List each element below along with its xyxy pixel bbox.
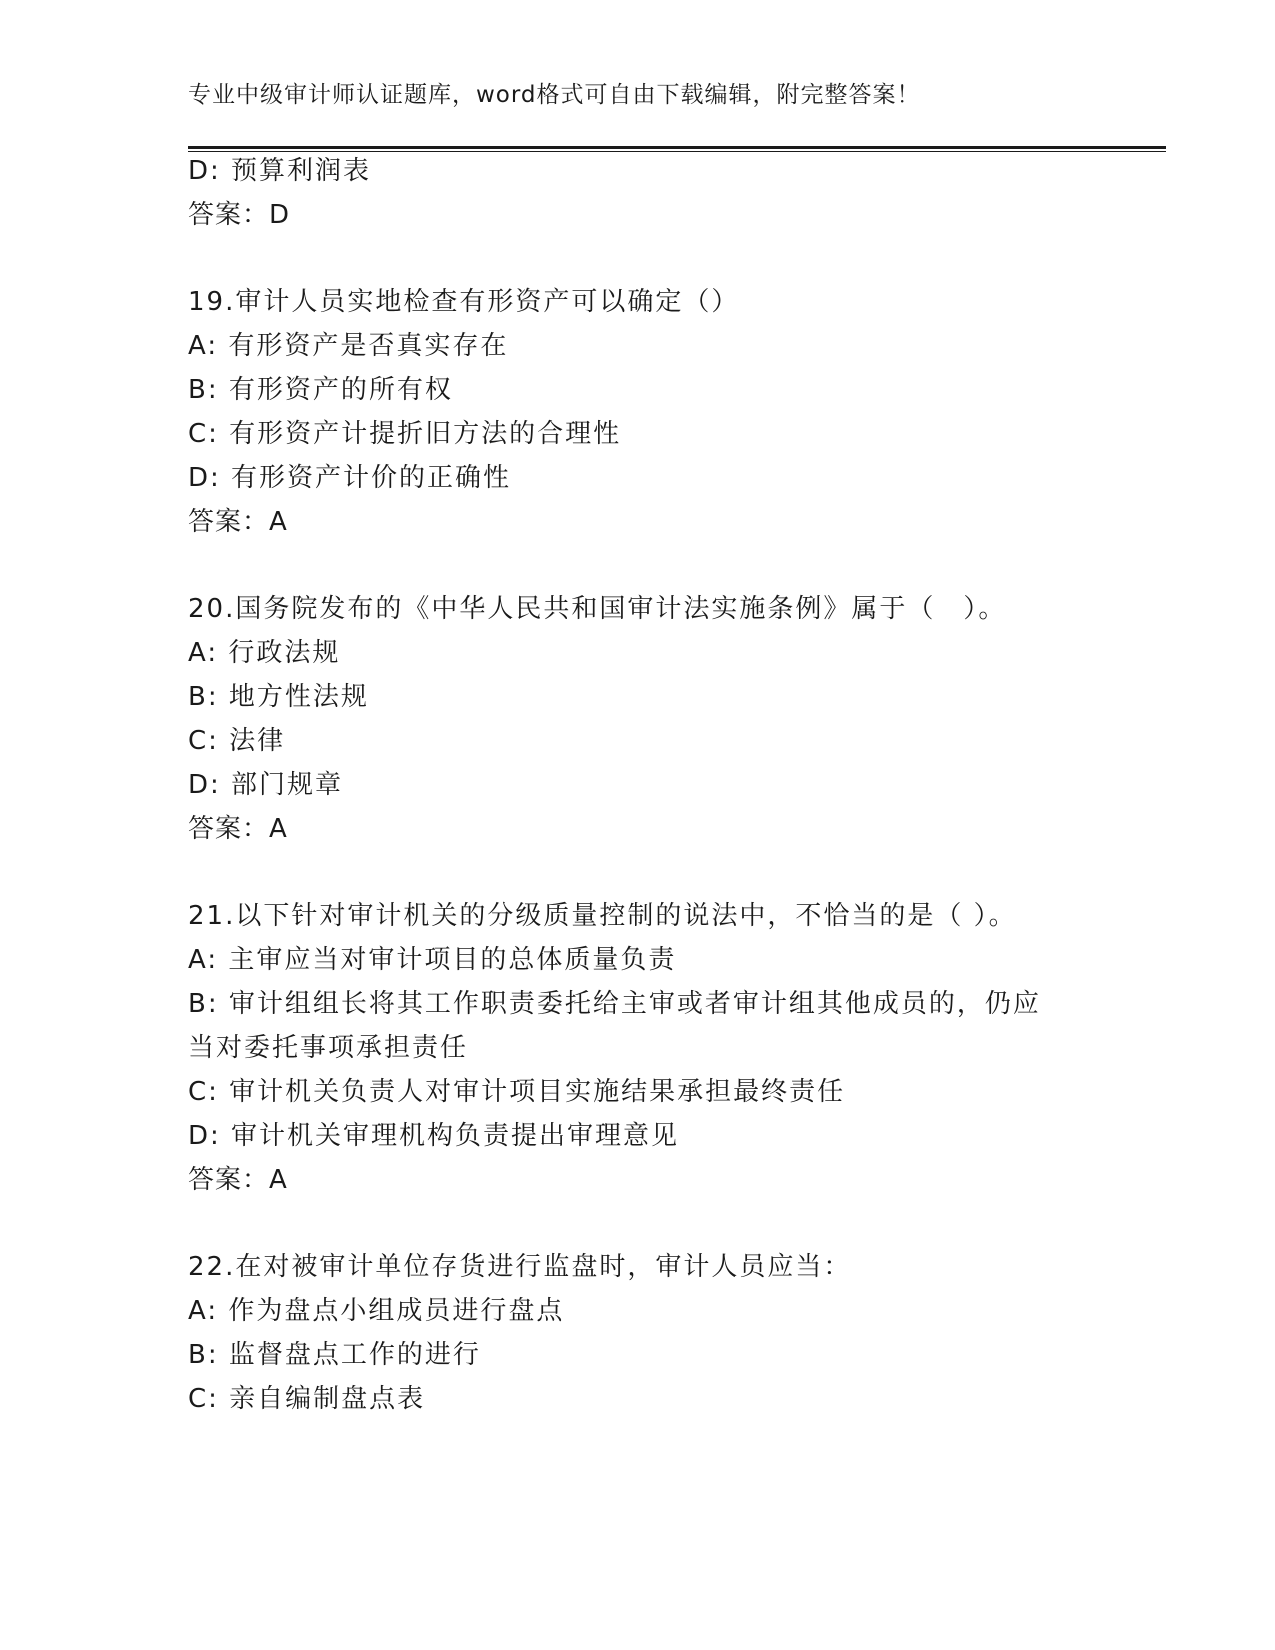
question-22-option-a: A: 作为盘点小组成员进行盘点 bbox=[188, 1296, 565, 1326]
question-20-stem: 20.国务院发布的《中华人民共和国审计法实施条例》属于（ ）。 bbox=[188, 594, 1007, 624]
question-20-option-c: C: 法律 bbox=[188, 726, 286, 756]
page-header: 专业中级审计师认证题库，word格式可自由下载编辑，附完整答案！ bbox=[188, 82, 921, 108]
header-divider bbox=[188, 146, 1166, 152]
question-19-option-c: C: 有形资产计提折旧方法的合理性 bbox=[188, 419, 622, 449]
question-21-stem: 21.以下针对审计机关的分级质量控制的说法中，不恰当的是（ ）。 bbox=[188, 901, 1017, 931]
question-19-stem: 19.审计人员实地检查有形资产可以确定（） bbox=[188, 287, 740, 317]
prev-question-answer: 答案：D bbox=[188, 200, 291, 230]
question-20-option-d: D: 部门规章 bbox=[188, 770, 344, 800]
question-19-option-a: A: 有形资产是否真实存在 bbox=[188, 331, 509, 361]
question-19-option-d: D: 有形资产计价的正确性 bbox=[188, 463, 512, 493]
question-20-answer: 答案：A bbox=[188, 814, 288, 844]
prev-question-option-d: D: 预算利润表 bbox=[188, 156, 372, 186]
question-19-option-b: B: 有形资产的所有权 bbox=[188, 375, 453, 405]
question-20-option-b: B: 地方性法规 bbox=[188, 682, 369, 712]
question-21-answer: 答案：A bbox=[188, 1165, 288, 1195]
question-22-option-b: B: 监督盘点工作的进行 bbox=[188, 1340, 481, 1370]
question-22-stem: 22.在对被审计单位存货进行监盘时，审计人员应当： bbox=[188, 1252, 852, 1282]
question-21-option-a: A: 主审应当对审计项目的总体质量负责 bbox=[188, 945, 677, 975]
question-19-answer: 答案：A bbox=[188, 507, 288, 537]
question-21-option-c: C: 审计机关负责人对审计项目实施结果承担最终责任 bbox=[188, 1077, 846, 1107]
question-21-option-d: D: 审计机关审理机构负责提出审理意见 bbox=[188, 1121, 680, 1151]
question-20-option-a: A: 行政法规 bbox=[188, 638, 341, 668]
question-21-option-b: B: 审计组组长将其工作职责委托给主审或者审计组其他成员的，仍应 bbox=[188, 989, 1041, 1019]
question-22-option-c: C: 亲自编制盘点表 bbox=[188, 1384, 426, 1414]
question-21-option-b-continued: 当对委托事项承担责任 bbox=[188, 1033, 469, 1063]
